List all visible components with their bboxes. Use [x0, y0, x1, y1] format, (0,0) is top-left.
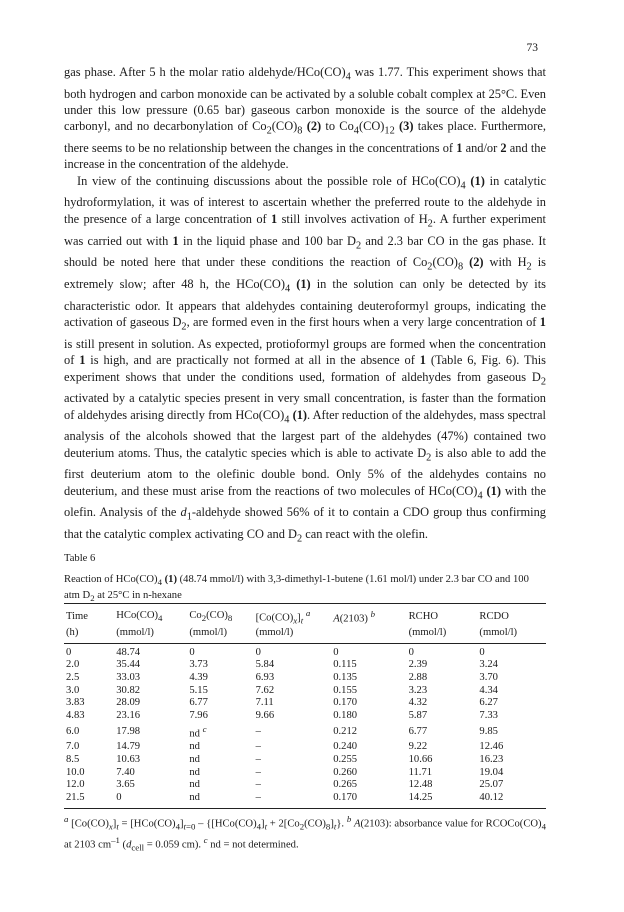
unit-time: (h): [64, 627, 114, 643]
unit-rcdo: (mmol/l): [477, 627, 546, 643]
table-cell: 9.22: [408, 741, 428, 753]
table-cell: 12.0: [66, 779, 85, 791]
table-cell: 0.180: [333, 710, 358, 722]
header-time: Time: [64, 604, 114, 628]
table-cell: 0: [66, 646, 72, 658]
header-coco-total: $[Co(CO)_x]_t$ $^a$: [254, 604, 332, 628]
table-cell: 6.93: [255, 672, 275, 684]
table-cell: nd: [189, 766, 200, 778]
unit-absorbance: [331, 627, 406, 643]
table-cell: 5.15: [189, 684, 208, 696]
table-cell: 21.5: [64, 792, 114, 808]
header-rcho: RCHO: [407, 604, 478, 628]
paragraph-1: gas phase. After 5 h the molar ratio aldehyde/$HCo(CO)_4$ was 1.77. This experiment shows that both hydrogen and carbon monoxide can be activated by a soluble cobalt complex at 25°C. Even under this low pressure (0.65 bar) gaseous carbon monoxide is the source of the aldehyde carbonyl, and no decarbonylation of $Co_2(CO)_8$ (2) to $Co_4(CO)_{12}$ (3) takes place. Furthermore, there seems to be no relationship between the changes in the concentrations of 1 and/or 2 and the increase in the concentration of the aldehyde.: [64, 65, 546, 172]
page-number: 73: [526, 42, 538, 54]
table-row: [64, 685, 546, 698]
table-cell: 40.12: [477, 792, 546, 808]
table-cell: 0.115: [333, 659, 357, 671]
table-cell: 7.62: [255, 684, 275, 696]
table-body: [64, 643, 546, 808]
header-hco: $HCo(CO)_4$: [114, 604, 187, 628]
table-cell: 6.77: [408, 725, 428, 737]
table-cell: 17.98: [116, 725, 141, 737]
table-cell: 11.71: [408, 766, 433, 778]
table-label: Table 6: [64, 553, 96, 564]
unit-hco: (mmol/l): [114, 627, 187, 643]
table-cell: 5.84: [255, 659, 275, 671]
unit-co2co8: (mmol/l): [187, 627, 253, 643]
table-cell: 33.03: [116, 672, 141, 684]
table-cell: 2.0: [66, 659, 80, 671]
table-units-row: [64, 627, 546, 643]
table-cell: 0.255: [333, 753, 358, 765]
table-cell: 12.48: [408, 779, 433, 791]
table-cell: –: [255, 779, 261, 791]
table-cell: 0: [479, 646, 485, 658]
table-cell: 0.135: [333, 672, 358, 684]
table-cell: 6.27: [479, 697, 498, 709]
table-cell: 6.0: [66, 725, 80, 737]
table-caption: Reaction of $HCo(CO)_4$ (1) (48.74 mmol/l) with 3,3-dimethyl-1-butene (1.61 mol/l) under 2.3 bar CO and 100 atm $D_2$ at 25°C in n-hexane: [64, 574, 529, 604]
table-cell: 9.85: [479, 725, 498, 737]
table-cell: 10.63: [116, 753, 141, 765]
table-cell: 7.0: [66, 741, 80, 753]
table-row: [64, 697, 546, 710]
table-cell: 48.74: [116, 646, 141, 658]
table-footnotes: $^a$ $[Co(CO)_x]_t = [HCo(CO)_4]_{t=0} - \{[HCo(CO)_4]_t + 2[Co_2(CO)_8]_t\}$. $^b$ A(2103): absorbance value for $RCOCo(CO)_4$ at 2103 $cm^{-1}$ ($d_{cell} = 0.059$ cm). $^c$ nd = not determined.: [64, 814, 546, 853]
table-cell: nd: [189, 753, 200, 765]
table-cell: 16.23: [479, 753, 504, 765]
unit-rcho: (mmol/l): [407, 627, 478, 643]
table-row: [64, 672, 546, 685]
table-header-row: [64, 604, 546, 628]
table-cell: 12.46: [479, 741, 504, 753]
table-row: [64, 754, 546, 767]
data-table: [64, 603, 546, 809]
table-cell: nd: [189, 779, 200, 791]
table-row: [64, 792, 546, 808]
header-rcdo: RCDO: [477, 604, 546, 628]
table-row: [64, 779, 546, 792]
table-cell: 0: [114, 792, 187, 808]
table-cell: 2.88: [408, 672, 428, 684]
table-cell: 7.96: [189, 710, 208, 722]
header-absorbance: A(2103) $^b$: [331, 604, 406, 628]
table-cell: 7.40: [116, 766, 135, 778]
table-cell: 3.65: [116, 779, 135, 791]
table-row: [64, 723, 546, 741]
table-cell: 0.260: [333, 766, 358, 778]
table-cell: 0: [255, 646, 261, 658]
table-row: [64, 741, 546, 754]
table-cell: 0.170: [331, 792, 406, 808]
table-cell: 7.11: [255, 697, 274, 709]
table-cell: 35.44: [116, 659, 141, 671]
table-cell: 2.39: [408, 659, 428, 671]
table-cell: 4.34: [479, 684, 498, 696]
table-cell: 0.170: [333, 697, 358, 709]
table-cell: 4.32: [408, 697, 428, 709]
table-row: [64, 767, 546, 780]
table-cell: 2.5: [66, 672, 80, 684]
table-cell: 4.83: [66, 710, 85, 722]
table-cell: –: [255, 741, 261, 753]
table-cell: 19.04: [479, 766, 504, 778]
table-cell: 8.5: [66, 753, 80, 765]
table-cell: 9.66: [255, 710, 275, 722]
table-cell: 0.240: [333, 741, 358, 753]
table-cell: 6.77: [189, 697, 208, 709]
table-cell: –: [255, 766, 261, 778]
table-cell: 23.16: [116, 710, 141, 722]
table-row: [64, 710, 546, 723]
table-cell: –: [255, 725, 261, 737]
table-cell: 3.73: [189, 659, 208, 671]
table-cell: –: [255, 753, 261, 765]
table-cell: 3.24: [479, 659, 498, 671]
table-cell: 0.265: [333, 779, 358, 791]
table-cell: 3.83: [66, 697, 85, 709]
table-cell: 5.87: [408, 710, 428, 722]
table-cell: 0.155: [333, 684, 358, 696]
table-cell: 30.82: [116, 684, 141, 696]
table-row: [64, 659, 546, 672]
paragraph-2: In view of the continuing discussions about the possible role of $HCo(CO)_4$ (1) in catalytic hydroformylation, it was of interest to ascertain whether the preferred route to the aldehyde in the presence of a large concentration of 1 still involves activation of $H_2$. A further experiment was carried out with 1 in the liquid phase and 100 bar $D_2$ and 2.3 bar CO in the gas phase. It should be noted here that under these conditions the reaction of $Co_2(CO)_8$ (2) with $H_2$ is extremely slow; after 48 h, the $HCo(CO)_4$ (1) in the solution can only be detected by its characteristic odor. It appears that aldehydes containing deuteroformyl groups, indicating the activation of gaseous $D_2$, are formed even in the first hours when a very large concentration of 1 is still present in solution. As expected, protioformyl groups are formed when the concentration of 1 is high, and are practically not formed at all in the absence of 1 (Table 6, Fig. 6). This experiment shows that under the conditions used, formation of aldehydes from gaseous $D_2$ activated by a catalytic species present in very small concentration, is faster than the formation of aldehydes arising directly from $HCo(CO)_4$ (1). After reduction of the aldehydes, mass spectral analysis of the alcohols showed that the largest part of the aldehydes (47%) contained two deuterium atoms. Thus, the catalytic species which is able to activate $D_2$ is also able to add the first deuterium atom to the olefinic double bond. Only 5% of the aldehydes contains no deuterium, and these must arise from the reactions of two molecules of $HCo(CO)_4$ (1) with the olefin. Analysis of the $d_1$-aldehyde showed 56% of it to contain a CDO group thus confirming that the catalytic complex activating CO and $D_2$ can react with the olefin.: [64, 173, 547, 545]
unit-coco-total: (mmol/l): [254, 627, 332, 643]
table-cell: nd: [189, 741, 200, 753]
table-cell: 10.0: [66, 766, 85, 778]
table-row: [64, 643, 546, 659]
table-cell: 7.33: [479, 710, 498, 722]
table-cell: nd: [187, 792, 253, 808]
table-cell: 25.07: [479, 779, 504, 791]
table-cell: 0.212: [333, 725, 358, 737]
table-cell: 28.09: [116, 697, 141, 709]
table-cell: 0: [333, 646, 339, 658]
table-cell: 0: [189, 646, 195, 658]
table-cell: 14.25: [407, 792, 478, 808]
header-co2co8: $Co_2(CO)_8$: [187, 604, 253, 628]
table-cell: 0: [408, 646, 414, 658]
body-text: [64, 64, 546, 548]
table-cell: 14.79: [116, 741, 141, 753]
table-cell: nd $^c$: [189, 723, 207, 740]
table-cell: 3.0: [66, 684, 80, 696]
table-cell: 10.66: [408, 753, 433, 765]
table-cell: 3.23: [408, 684, 428, 696]
table-cell: 3.70: [479, 672, 498, 684]
table-cell: 4.39: [189, 672, 208, 684]
table-cell: –: [254, 792, 332, 808]
